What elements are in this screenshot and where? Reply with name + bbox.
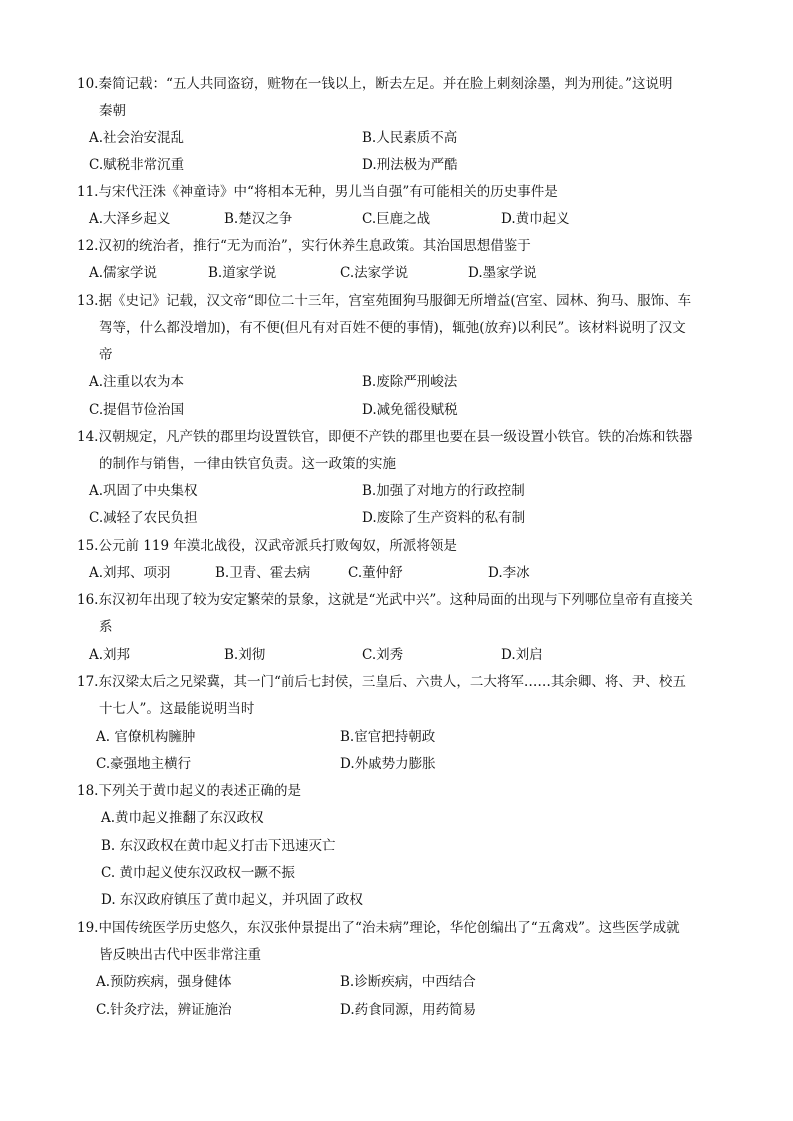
q14-stem-line-1: 14.汉朝规定，凡产铁的郡里均设置铁官，即便不产铁的郡里也要在县一级设置小铁官。铁的冶炼和铁器 xyxy=(77,429,693,445)
q17-option-d: D.外戚势力膨胀 xyxy=(340,756,436,772)
q17-option-c: C.豪强地主横行 xyxy=(96,756,192,772)
q10-stem-line-1: 10.秦简记载：“五人共同盗窃，赃物在一钱以上，断去左足。并在脸上刺刻涂墨，判为刑徒。”这说明 xyxy=(77,76,673,92)
q16-option-b: B.刘彻 xyxy=(224,647,266,663)
q11-option-c: C.巨鹿之战 xyxy=(362,211,431,227)
q18-option-b: B. 东汉政权在黄巾起义打击下迅速灭亡 xyxy=(101,838,336,854)
q19-stem-line-2: 皆反映出古代中医非常注重 xyxy=(99,947,261,963)
q10-option-c: C.赋税非常沉重 xyxy=(89,157,185,173)
q12-option-a: A.儒家学说 xyxy=(89,265,158,281)
q14-stem-line-2: 的制作与销售，一律由铁官负责。这一政策的实施 xyxy=(99,456,396,472)
q14-option-a: A.巩固了中央集权 xyxy=(89,483,198,499)
q16-stem-line-1: 16.东汉初年出现了较为安定繁荣的景象，这就是“光武中兴”。这种局面的出现与下列哪位皇帝有直接关 xyxy=(77,592,693,608)
q13-option-a: A.注重以农为本 xyxy=(89,374,185,390)
q18-option-c: C. 黄巾起义使东汉政权一蹶不振 xyxy=(101,865,295,881)
q13-option-b: B.废除严刑峻法 xyxy=(362,374,458,390)
q13-stem-line-1: 13.据《史记》记载，汉文帝“即位二十三年，宫室苑囿狗马服御无所增益(宫室、园林、狗马、服饰、车 xyxy=(77,293,692,309)
q10-stem-line-2: 秦朝 xyxy=(99,103,126,119)
q19-option-d: D.药食同源，用药简易 xyxy=(340,1002,477,1018)
q16-option-c: C.刘秀 xyxy=(362,647,404,663)
q13-stem-line-3: 帝 xyxy=(99,347,113,363)
q18-option-a: A.黄巾起义推翻了东汉政权 xyxy=(101,810,264,826)
q16-option-a: A.刘邦 xyxy=(89,647,131,663)
q11-option-b: B.楚汉之争 xyxy=(224,211,293,227)
q12-option-d: D.墨家学说 xyxy=(468,265,537,281)
q11-option-d: D.黄巾起义 xyxy=(501,211,570,227)
q10-option-b: B.人民素质不高 xyxy=(362,130,458,146)
q15-option-d: D.李冰 xyxy=(488,565,530,581)
q14-option-c: C.减轻了农民负担 xyxy=(89,510,198,526)
q11-option-a: A.大泽乡起义 xyxy=(89,211,171,227)
q19-option-c: C.针灸疗法，辨证施治 xyxy=(96,1002,232,1018)
q17-stem-line-2: 十七人”。这最能说明当时 xyxy=(99,701,255,717)
q16-stem-line-2: 系 xyxy=(99,619,113,635)
q14-option-b: B.加强了对地方的行政控制 xyxy=(362,483,525,499)
q15-option-b: B.卫青、霍去病 xyxy=(215,565,311,581)
q12-option-c: C.法家学说 xyxy=(340,265,409,281)
q15-option-c: C.董仲舒 xyxy=(348,565,403,581)
q13-option-d: D.减免徭役赋税 xyxy=(362,402,458,418)
q17-option-a: A. 官僚机构臃肿 xyxy=(96,729,196,745)
q15-option-a: A.刘邦、项羽 xyxy=(89,565,171,581)
q17-option-b: B.宦官把持朝政 xyxy=(340,729,436,745)
q17-stem-line-1: 17.东汉梁太后之兄梁冀，其一门“前后七封侯，三皇后、六贵人，二大将军……其余卿、将、尹、校五 xyxy=(77,674,686,690)
q19-option-b: B.诊断疾病，中西结合 xyxy=(340,974,476,990)
q13-option-c: C.提倡节俭治国 xyxy=(89,402,185,418)
q12-stem-line-1: 12.汉初的统治者，推行“无为而治”，实行休养生息政策。其治国思想借鉴于 xyxy=(77,238,531,254)
q12-option-b: B.道家学说 xyxy=(208,265,277,281)
q14-option-d: D.废除了生产资料的私有制 xyxy=(362,510,526,526)
q18-option-d: D. 东汉政府镇压了黄巾起义，并巩固了政权 xyxy=(101,892,363,908)
q15-stem-line-1: 15.公元前 119 年漠北战役，汉武帝派兵打败匈奴，所派将领是 xyxy=(77,538,457,554)
q19-option-a: A.预防疾病，强身健体 xyxy=(96,974,232,990)
q11-stem-line-1: 11.与宋代汪洙《神童诗》中“将相本无种，男儿当自强”有可能相关的历史事件是 xyxy=(77,184,558,200)
q19-stem-line-1: 19.中国传统医学历史悠久，东汉张仲景提出了“治未病”理论，华佗创编出了“五禽戏”。这些医学成就 xyxy=(77,920,680,936)
q10-option-a: A.社会治安混乱 xyxy=(89,130,185,146)
q18-stem-line-1: 18.下列关于黄巾起义的表述正确的是 xyxy=(77,783,301,799)
q16-option-d: D.刘启 xyxy=(501,647,543,663)
q13-stem-line-2: 驾等，什么都没增加)，有不便(但凡有对百姓不便的事情)，辄弛(放弃)以利民”。该材料说明了汉文 xyxy=(99,320,686,336)
q10-option-d: D.刑法极为严酷 xyxy=(362,157,458,173)
